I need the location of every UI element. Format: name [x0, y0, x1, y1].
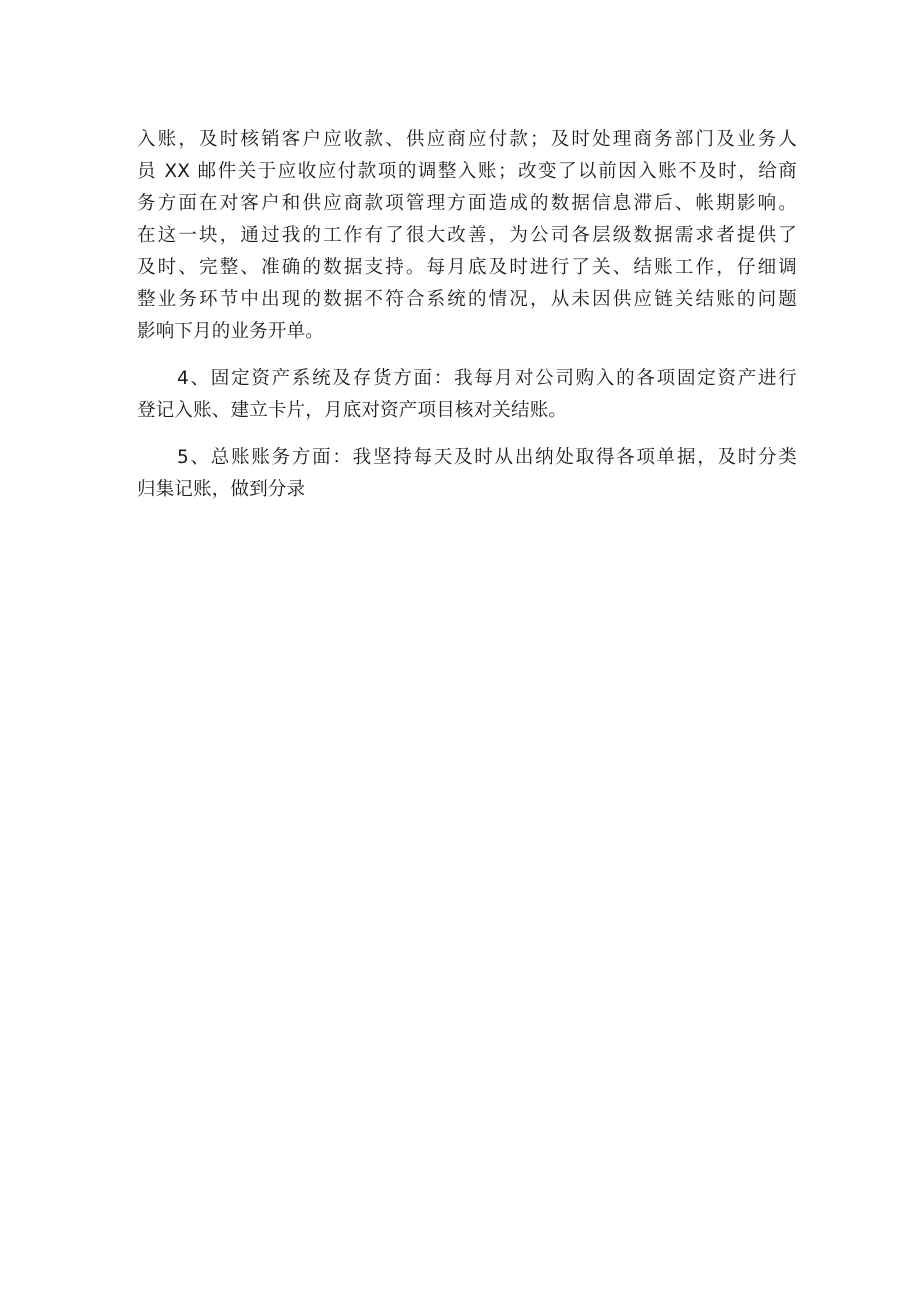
paragraph-2 [137, 363, 797, 427]
paragraph-3-line-1: 5、总账账务方面：我坚持每天及时从出纳处取得各项单据，及时分类 [177, 447, 797, 468]
paragraph-1-line-4: 在这一块，通过我的工作有了很大改善，为公司各层级数据需求者提供了 [137, 225, 797, 246]
paragraph-spacer [137, 348, 797, 363]
paragraph-1 [137, 124, 797, 348]
paragraph-1-line-3: 务方面在对客户和供应商款项管理方面造成的数据信息滞后、帐期影响。 [137, 193, 797, 214]
paragraph-1-line-6: 整业务环节中出现的数据不符合系统的情况，从未因供应链关结账的问题 [137, 289, 797, 310]
paragraph-2-line-1: 4、固定资产系统及存货方面：我每月对公司购入的各项固定资产进行 [177, 368, 797, 389]
paragraph-1-line-7: 影响下月的业务开单。 [137, 321, 325, 342]
document-body [137, 124, 797, 506]
paragraph-3-line-2: 归集记账，做到分录 [137, 479, 306, 500]
paragraph-1-line-5: 及时、完整、准确的数据支持。每月底及时进行了关、结账工作，仔细调 [137, 257, 797, 278]
paragraph-2-line-2: 登记入账、建立卡片，月底对资产项目核对关结账。 [137, 400, 568, 421]
paragraph-3 [137, 442, 797, 506]
paragraph-spacer [137, 427, 797, 442]
paragraph-1-line-2: 员 XX 邮件关于应收应付款项的调整入账；改变了以前因入账不及时，给商 [137, 161, 797, 182]
paragraph-1-line-1: 入账，及时核销客户应收款、供应商应付款；及时处理商务部门及业务人 [137, 129, 797, 150]
